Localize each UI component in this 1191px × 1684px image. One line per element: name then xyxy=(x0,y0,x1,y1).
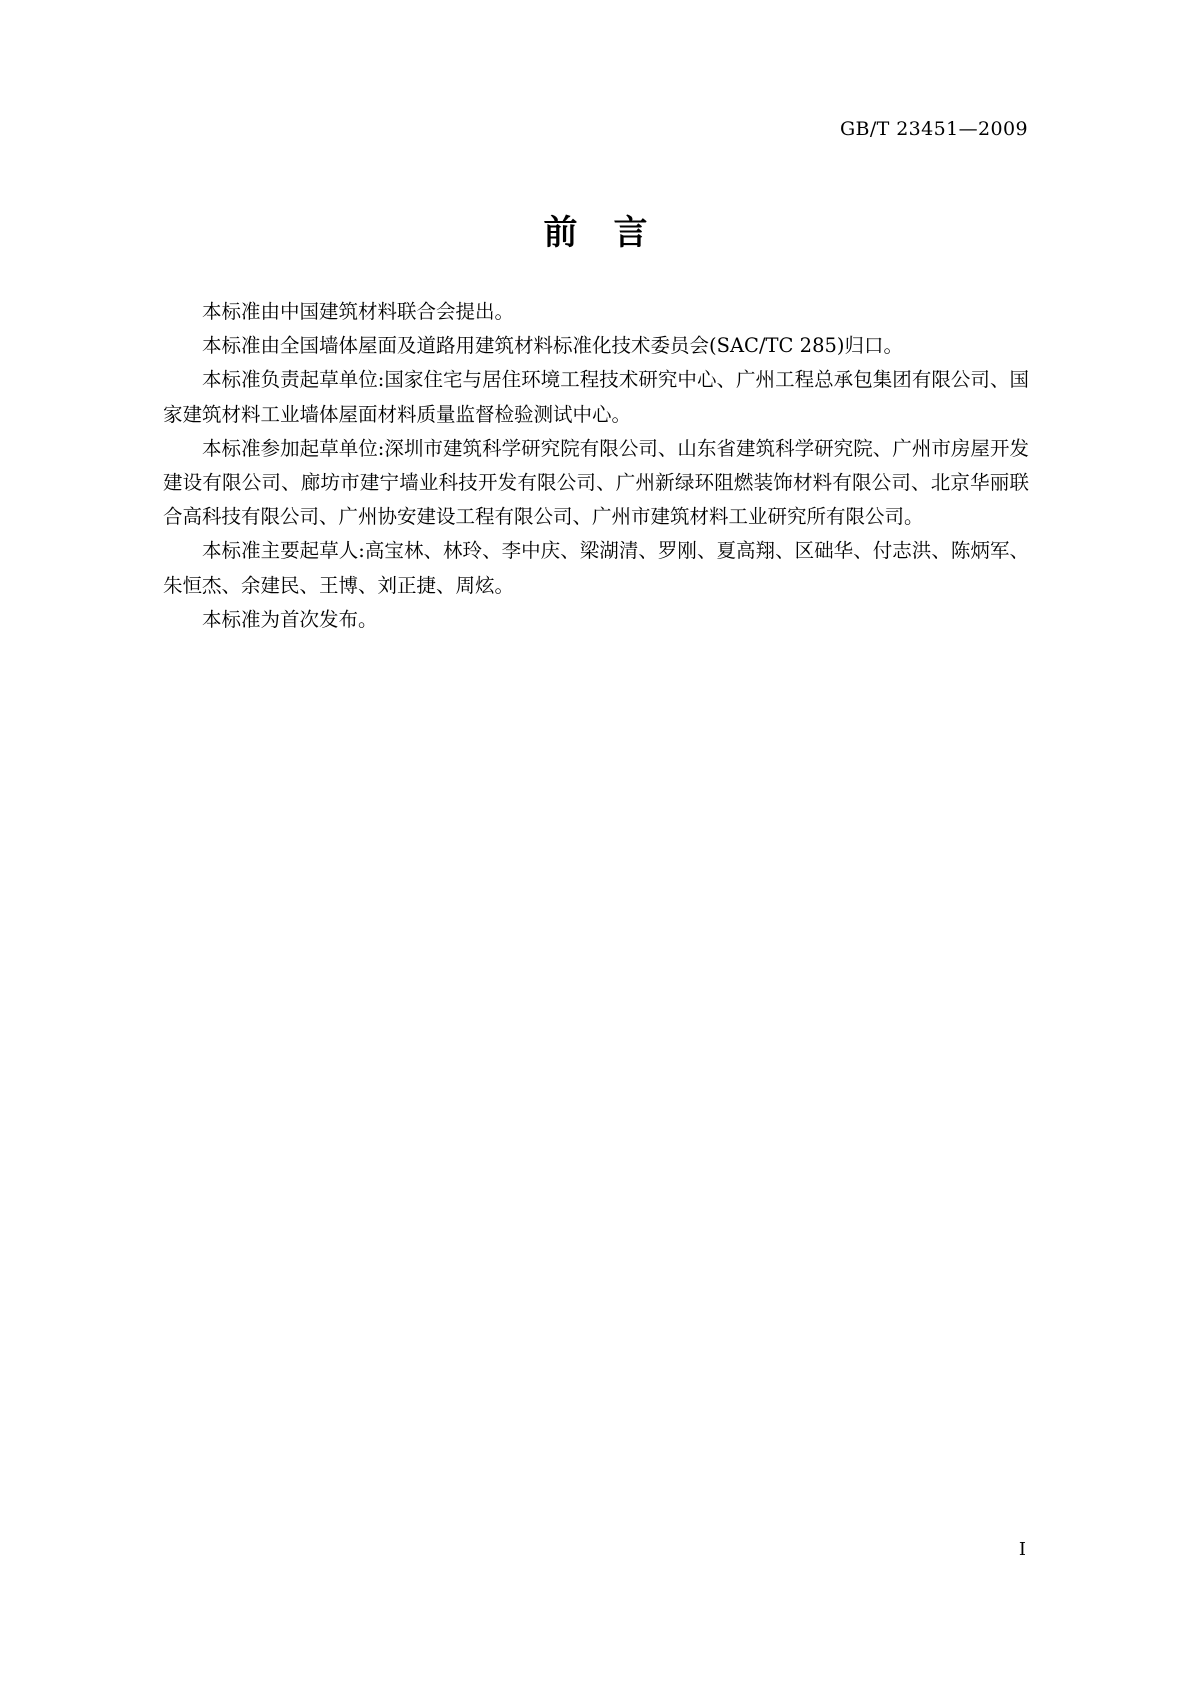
foreword-paragraph: 本标准由全国墙体屋面及道路用建筑材料标准化技术委员会(SAC/TC 285)归口。 xyxy=(202,334,903,358)
page-title: 前言 xyxy=(543,213,684,253)
foreword-body xyxy=(163,295,1029,637)
page-number: I xyxy=(1018,1539,1026,1560)
foreword-paragraph: 本标准负责起草单位:国家住宅与居住环境工程技术研究中心、广州工程总承包集团有限公司、国家建筑材料工业墙体屋面材料质量监督检验测试中心。 xyxy=(163,368,1029,426)
foreword-paragraph: 本标准主要起草人:高宝林、林玲、李中庆、梁湖清、罗刚、夏高翔、区础华、付志洪、陈炳军、朱恒杰、余建民、王博、刘正捷、周炫。 xyxy=(163,539,1029,597)
standard-code-header: GB/T 23451—2009 xyxy=(839,118,1028,140)
foreword-paragraph: 本标准由中国建筑材料联合会提出。 xyxy=(202,300,515,323)
foreword-paragraph: 本标准为首次发布。 xyxy=(202,607,378,631)
foreword-paragraph: 本标准参加起草单位:深圳市建筑科学研究院有限公司、山东省建筑科学研究院、广州市房屋开发建设有限公司、廊坊市建宁墙业科技开发有限公司、广州新绿环阻燃装饰材料有限公司、北京华丽联合高科技有限公司、广州协安建设工程有限公司、广州市建筑材料工业研究所有限公司。 xyxy=(163,436,1029,529)
